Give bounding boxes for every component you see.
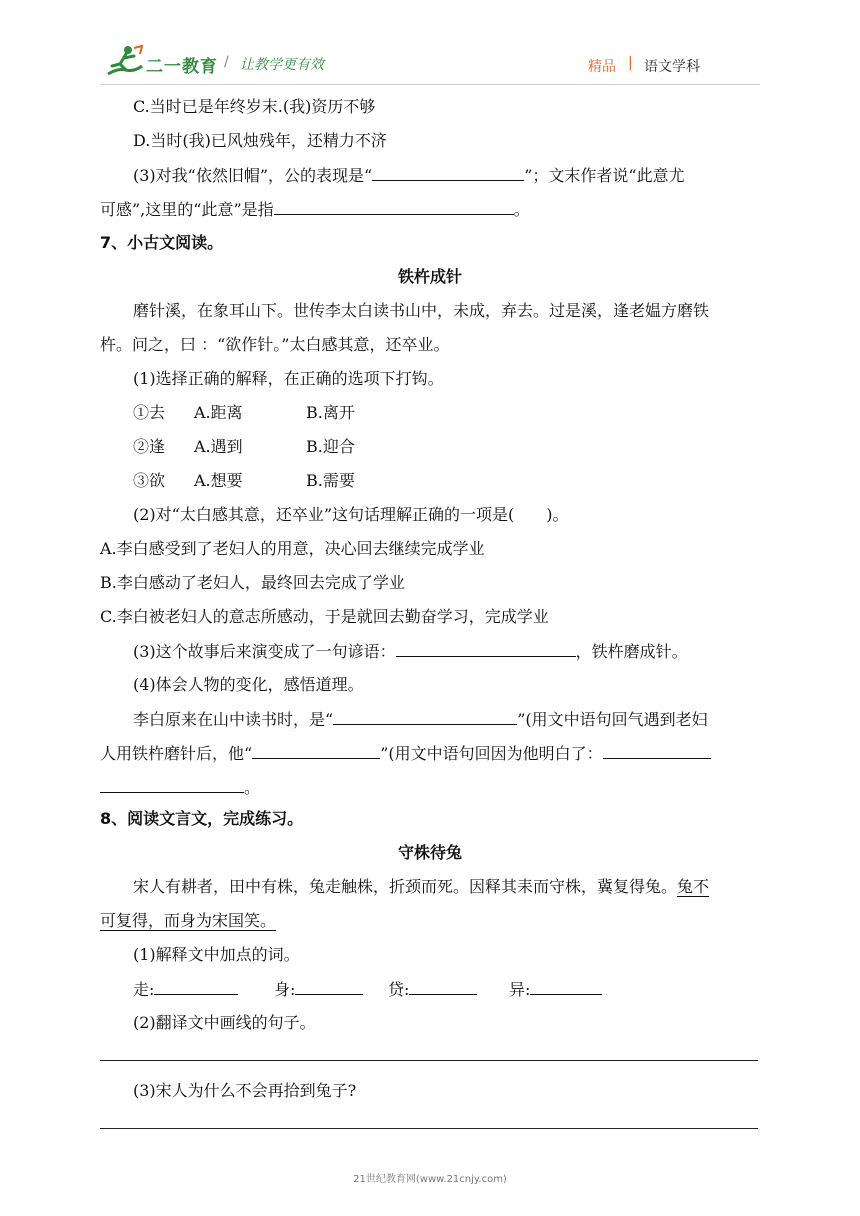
answer-blank[interactable] — [274, 198, 514, 215]
choice-c-prev: C.当时已是年终岁末.(我)资历不够 — [133, 97, 376, 116]
word-label: 走: — [133, 980, 155, 999]
underlined-sentence: 兔不 — [677, 877, 710, 896]
sub-question-1: (1)解释文中加点的词。 — [133, 945, 300, 964]
option-b[interactable]: B.离开 — [306, 403, 355, 422]
answer-blank[interactable] — [372, 164, 524, 181]
reflection-line — [100, 776, 260, 799]
brand-name: 二一教育 — [146, 57, 218, 77]
sub-question-3: (3)宋人为什么不会再拾到兔子? — [133, 1081, 357, 1100]
option-a[interactable]: A.距离 — [194, 403, 243, 422]
sub-question-4: (4)体会人物的变化，感悟道理。 — [133, 675, 364, 694]
reflection-end: 。 — [244, 778, 261, 797]
sub-question-3-prev — [133, 164, 685, 187]
choice-d-prev: D.当时(我)已风烛残年，还精力不济 — [133, 131, 387, 150]
answer-blank[interactable] — [530, 978, 602, 995]
sub-question-2: (2)翻译文中画线的句子。 — [133, 1013, 316, 1032]
passage-line — [100, 910, 276, 932]
badge-separator: | — [628, 55, 633, 71]
page-footer: 21世纪教育网(www.21cnjy.com) — [353, 1174, 507, 1185]
brand-slogan: 让教学更有效 — [240, 57, 324, 73]
sub-question-2: (2)对“太白感其意，还卒业”这句话理解正确的一项是( )。 — [133, 505, 569, 524]
header-divider — [100, 84, 760, 85]
choice-b[interactable]: B.李白感动了老妇人，最终回去完成了学业 — [100, 573, 405, 592]
option-word: ③欲 — [133, 471, 166, 490]
choice-a[interactable]: A.李白感受到了老妇人的用意，决心回去继续完成学业 — [100, 539, 485, 558]
word-item — [509, 978, 602, 1001]
subject-badge: 语文学科 — [644, 59, 700, 75]
passage-line — [133, 876, 709, 898]
reflection-line — [133, 708, 708, 731]
question-8-heading: 8、阅读文言文，完成练习。 — [100, 809, 304, 828]
option-word: ①去 — [133, 403, 166, 422]
option-a[interactable]: A.想要 — [194, 471, 243, 490]
passage-line: 杵。问之，曰 ：“欲作针。”太白感其意，还卒业。 — [100, 335, 450, 354]
answer-line[interactable] — [100, 1060, 758, 1061]
answer-line[interactable] — [100, 1128, 758, 1129]
answer-blank[interactable] — [396, 640, 576, 657]
option-word: ②逢 — [133, 437, 166, 456]
sub-question-1: (1)选择正确的解释，在正确的选项下打钩。 — [133, 369, 444, 388]
word-label: 贷: — [388, 980, 410, 999]
answer-blank[interactable] — [100, 776, 244, 793]
sub-question-3-text-a: (3)对我“依然旧帽”，公的表现是“ — [133, 166, 373, 185]
sub-question-3 — [133, 640, 688, 663]
word-label: 身: — [274, 980, 296, 999]
header-separator: / — [224, 54, 229, 70]
reflection-text-d: ”(用文中语句回因为他明白了： — [380, 744, 603, 763]
option-b[interactable]: B.迎合 — [306, 437, 355, 456]
option-a[interactable]: A.遇到 — [194, 437, 243, 456]
passage-text: 宋人有耕者，田中有株，兔走触株，折颈而死。因释其耒而守株，冀复得兔。 — [133, 877, 678, 896]
answer-blank[interactable] — [154, 978, 238, 995]
answer-blank[interactable] — [333, 708, 517, 725]
sub-question-3-text-d: 。 — [513, 200, 530, 219]
answer-blank[interactable] — [295, 978, 363, 995]
reflection-line — [100, 742, 711, 765]
sub-question-3-text-a: (3)这个故事后来演变成了一句谚语： — [133, 642, 396, 661]
word-item — [274, 978, 363, 1001]
choice-c[interactable]: C.李白被老妇人的意志所感动，于是就回去勤奋学习，完成学业 — [100, 607, 549, 626]
answer-blank[interactable] — [603, 742, 711, 759]
quality-badge: 精品 — [588, 59, 616, 75]
sub-question-3-text-b: ”；文末作者说“此意尤 — [524, 166, 685, 185]
passage-line: 磨针溪，在象耳山下。世传李太白读书山中，未成，弃去。过是溪，逢老媪方磨铁 — [133, 301, 710, 320]
sub-question-3-cont — [100, 198, 530, 221]
answer-blank[interactable] — [409, 978, 477, 995]
option-b[interactable]: B.需要 — [306, 471, 355, 490]
passage-title: 铁杵成针 — [397, 267, 462, 286]
sub-question-3-text-b: ，铁杵磨成针。 — [575, 642, 688, 661]
underlined-sentence: 可复得，而身为宋国笑。 — [100, 911, 277, 930]
word-label: 异: — [509, 980, 531, 999]
reflection-text-a: 李白原来在山中读书时，是“ — [133, 710, 334, 729]
word-item — [388, 978, 477, 1001]
word-item — [133, 978, 238, 1001]
runner-logo-icon — [104, 44, 144, 78]
passage-title: 守株待兔 — [397, 843, 462, 862]
answer-blank[interactable] — [252, 742, 380, 759]
reflection-text-b: ”(用文中语句回气遇到老妇 — [517, 710, 708, 729]
sub-question-3-text-c: 可感”,这里的“此意”是指 — [100, 200, 274, 219]
reflection-text-c: 人用铁杵磨针后，他“ — [100, 744, 253, 763]
question-7-heading: 7、小古文阅读。 — [100, 233, 224, 252]
